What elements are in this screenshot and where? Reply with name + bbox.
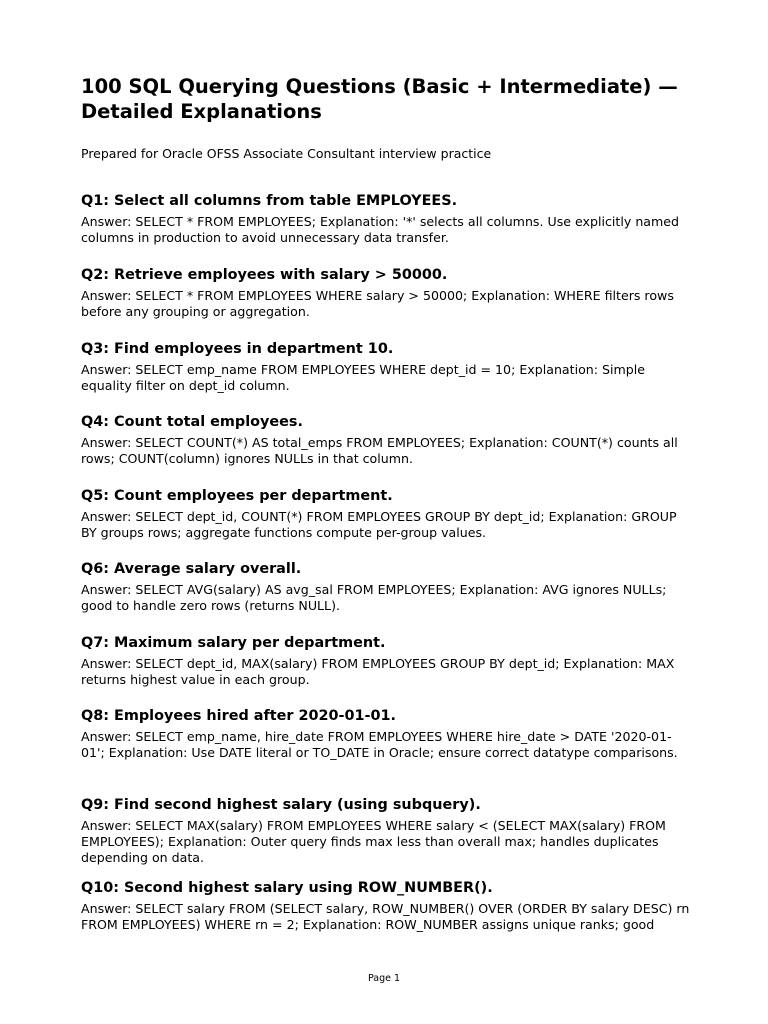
answer-text: Answer: SELECT MAX(salary) FROM EMPLOYEES WHERE salary < (SELECT MAX(salary) FROM EMPLOYEES); Explanation: Outer query finds max less than overall max; handles duplicates depending on data. [81, 818, 666, 865]
question-block [81, 796, 693, 879]
answer-text: Answer: SELECT AVG(salary) AS avg_sal FROM EMPLOYEES; Explanation: AVG ignores NULLs; good to handle zero rows (returns NULL). [81, 582, 667, 613]
answer-text: Answer: SELECT dept_id, MAX(salary) FROM EMPLOYEES GROUP BY dept_id; Explanation: MAX returns highest value in each group. [81, 656, 675, 687]
answer-text: Answer: SELECT * FROM EMPLOYEES; Explanation: '*' selects all columns. Use explicitly named columns in production to avoid unnecessary data transfer. [81, 214, 680, 245]
document-page [81, 74, 693, 935]
answer-text: Answer: SELECT salary FROM (SELECT salary, ROW_NUMBER() OVER (ORDER BY salary DESC) rn FROM EMPLOYEES) WHERE rn = 2; Explanation: ROW_NUMBER assigns unique ranks; good [81, 901, 690, 932]
question-heading: Q10: Second highest salary using ROW_NUMBER(). [81, 880, 493, 896]
question-heading: Q6: Average salary overall. [81, 561, 302, 577]
question-heading: Q8: Employees hired after 2020-01-01. [81, 708, 397, 724]
question-block [81, 340, 693, 413]
answer-text: Answer: SELECT * FROM EMPLOYEES WHERE salary > 50000; Explanation: WHERE filters rows before any grouping or aggregation. [81, 288, 674, 319]
question-block [81, 560, 693, 634]
question-heading: Q1: Select all columns from table EMPLOYEES. [81, 193, 458, 209]
question-heading: Q3: Find employees in department 10. [81, 341, 394, 357]
page-number: Page 1 [367, 973, 401, 984]
question-heading: Q9: Find second highest salary (using subquery). [81, 797, 481, 813]
question-block [81, 413, 693, 487]
answer-text: Answer: SELECT dept_id, COUNT(*) FROM EMPLOYEES GROUP BY dept_id; Explanation: GROUP BY groups rows; aggregate functions compute per-group values. [81, 509, 677, 540]
question-block [81, 266, 693, 340]
document-title: 100 SQL Querying Questions (Basic + Intermediate) — Detailed Explanations [81, 75, 678, 123]
question-heading: Q4: Count total employees. [81, 414, 303, 430]
answer-text: Answer: SELECT emp_name, hire_date FROM EMPLOYEES WHERE hire_date > DATE '2020-01-01'; Explanation: Use DATE literal or TO_DATE in Oracle; ensure correct datatype comparisons. [81, 729, 678, 760]
question-block [81, 879, 693, 935]
question-block [81, 192, 693, 266]
answer-text: Answer: SELECT emp_name FROM EMPLOYEES WHERE dept_id = 10; Explanation: Simple equality filter on dept_id column. [81, 362, 646, 393]
question-block [81, 487, 693, 560]
answer-text: Answer: SELECT COUNT(*) AS total_emps FROM EMPLOYEES; Explanation: COUNT(*) counts all rows; COUNT(column) ignores NULLs in that column. [81, 435, 678, 466]
question-block [81, 707, 693, 796]
question-list [81, 192, 693, 935]
question-block [81, 634, 693, 707]
question-heading: Q2: Retrieve employees with salary > 50000. [81, 267, 448, 283]
question-heading: Q7: Maximum salary per department. [81, 635, 386, 651]
question-heading: Q5: Count employees per department. [81, 488, 393, 504]
document-subtitle: Prepared for Oracle OFSS Associate Consultant interview practice [81, 146, 492, 161]
